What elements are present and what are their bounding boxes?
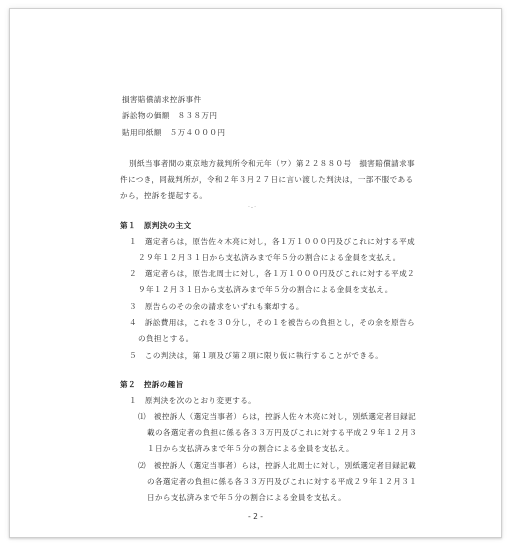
stamp-fee: 貼用印紙額 ５万４０００円 [122, 128, 226, 137]
section1-item: ２９年１２月３１日から支払済みまで年５分の割合による金員を支払え。 [138, 253, 401, 262]
section2-item: １ 原判決を次のとおり変更する。 [129, 396, 257, 405]
section2-heading: 第２ 控訴の趣旨 [120, 380, 184, 389]
section1-item: ４ 訴訟費用は，これを３０分し，その１を被告らの負担とし，その余を原告ら [129, 318, 415, 327]
section1-item: ３ 原告らのその余の請求をいずれも棄却する。 [129, 302, 304, 311]
scan-speck: ·-· [248, 204, 257, 211]
section1-item: １ 選定者らは，原告佐々木亮に対し，各１万１０００円及びこれに対する平成 [129, 237, 415, 246]
intro-line: から，控訴を提起する。 [120, 191, 208, 200]
section2-item: １日から支払済みまで年５分の割合による金員を支払え。 [147, 444, 354, 453]
section2-item: 日から支払済みまで年５分の割合による金員を支払え。 [147, 493, 347, 502]
section2-item: ⑵ 被控訴人（選定当事者）らは，控訴人北周士に対し，別紙選定者目録記載 [138, 461, 417, 470]
intro-line: 件につき，同裁判所が，令和２年３月２７日に言い渡した判決は，一部不服である [120, 175, 414, 184]
section2-item: ⑴ 被控訴人（選定当事者）らは，控訴人佐々木亮に対し，別紙選定者目録記 [138, 412, 417, 421]
section2-item: の各選定者の負担に係る各３３万円及びこれに対する平成２９年１２月３１ [147, 477, 418, 486]
section1-item: ２ 選定者らは，原告北周士に対し，各１万１０００円及びこれに対する平成２ [129, 269, 415, 278]
section1-item: ５ この判決は，第１項及び第２項に限り仮に執行することができる。 [129, 351, 384, 360]
subject-value: 訴訟物の価額 ８３８万円 [122, 111, 218, 120]
document-page [9, 8, 502, 538]
section1-item: の負担とする。 [138, 334, 194, 343]
intro-line: 別紙当事者間の東京地方裁判所令和元年（ワ）第２２８８０号 損害賠償請求事 [129, 159, 415, 168]
section1-heading: 第１ 原判決の主文 [120, 221, 192, 230]
case-title: 損害賠償請求控訴事件 [122, 95, 202, 104]
section1-item: ９年１２月３１日から支払済みまで年５分の割合による金員を支払え。 [138, 285, 393, 294]
page-number: - 2 - [248, 512, 263, 521]
section2-item: 載の各選定者の負担に係る各３３万円及びこれに対する平成２９年１２月３ [147, 428, 418, 437]
